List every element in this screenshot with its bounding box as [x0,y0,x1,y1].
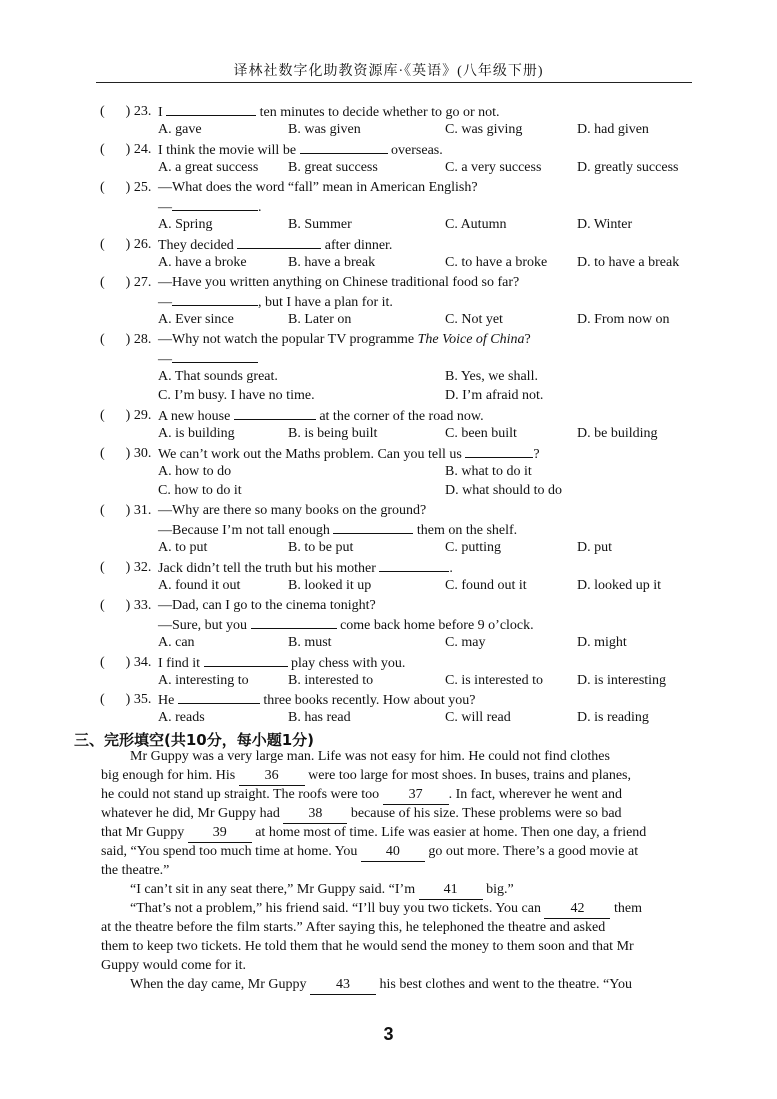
option-c[interactable]: C. may [445,635,486,650]
question-stem [158,502,426,520]
page-number: 3 [383,1024,394,1044]
section-title: 三、完形填空(共10分，每小题1分) [74,731,315,749]
passage-text: at home most of time. Life was easier at home. Then one day, a friend [255,825,647,840]
passage-text: at the theatre before the film starts.” After saying this, he telephoned the theatre and asked [101,920,606,935]
answer-bracket[interactable]: ( ) [100,655,134,670]
answer-blank[interactable] [379,559,449,572]
option-b[interactable]: B. looked it up [288,578,372,593]
option-d[interactable]: D. to have a break [577,255,680,270]
question-stem [158,407,484,426]
blank-43[interactable]: 43 [310,976,376,995]
option-b[interactable]: B. what to do it [445,464,532,479]
option-b[interactable]: B. is being built [288,426,378,441]
blank-38[interactable]: 38 [283,805,347,824]
question-stem-line2 [158,616,534,635]
blank-40[interactable]: 40 [361,843,425,862]
question-stem-line2 [158,521,517,540]
passage-text: his best clothes and went to the theatre. “You [379,977,632,992]
option-a[interactable]: A. a great success [158,160,259,175]
passage-line [101,957,246,975]
passage-text: Mr Guppy was a very large man. Life was not easy for him. He could not find clothes [130,749,610,764]
question-number [100,331,151,349]
passage-line [101,786,622,805]
option-c[interactable]: C. is interested to [445,673,543,688]
option-a[interactable]: A. found it out [158,578,241,593]
option-d[interactable]: D. greatly success [577,160,679,175]
question-num-label: 33. [133,598,152,613]
option-a[interactable]: A. That sounds great. [158,369,278,384]
option-c[interactable]: C. Autumn [445,217,507,232]
passage-line [130,976,632,995]
question-stem [158,141,443,160]
stem-text: I [158,105,163,120]
answer-bracket[interactable]: ( ) [100,332,134,347]
stem-text: —Because I’m not tall enough [158,523,330,538]
question-num-label: 30. [133,446,152,461]
question-number [100,691,151,709]
question-num-label: 23. [133,104,152,119]
blank-36[interactable]: 36 [239,767,305,786]
option-d[interactable]: D. looked up it [577,578,661,593]
page-header: 译林社数字化助教资源库·《英语》(八年级下册) [233,64,544,79]
passage-text: go out more. There’s a good movie at [428,844,639,859]
answer-blank[interactable] [172,293,258,306]
question-number [100,597,151,615]
stem-text: —Have you written anything on Chinese traditional food so far? [158,275,520,290]
passage-line [101,824,646,843]
passage-line [130,900,642,919]
answer-blank[interactable] [333,521,413,534]
answer-bracket[interactable]: ( ) [100,142,134,157]
blank-37[interactable]: 37 [383,786,449,805]
passage-line [101,843,638,862]
option-a[interactable]: A. have a broke [158,255,247,270]
option-a[interactable]: A. how to do [158,464,232,479]
answer-bracket[interactable]: ( ) [100,275,134,290]
question-num-label: 26. [133,237,152,252]
passage-text: because of his size. These problems were so bad [350,806,622,821]
answer-blank[interactable] [172,198,258,211]
option-d[interactable]: D. what should to do [445,483,563,498]
question-stem [158,236,392,255]
stem-text: ? [533,447,540,462]
question-stem [158,654,405,673]
option-b[interactable]: B. have a break [288,255,376,270]
question-stem [158,103,500,122]
question-number [100,179,151,197]
stem-text: them on the shelf. [416,523,518,538]
option-b[interactable]: B. must [288,635,332,650]
option-d[interactable]: D. be building [577,426,658,441]
passage-text: were too large for most shoes. In buses, trains and planes, [308,768,631,783]
question-number [100,502,151,520]
option-a[interactable]: A. Ever since [158,312,234,327]
option-a[interactable]: A. interesting to [158,673,249,688]
stem-text: —Why are there so many books on the ground? [158,503,427,518]
option-b[interactable]: B. Yes, we shall. [445,369,538,384]
answer-bracket[interactable]: ( ) [100,237,134,252]
stem-text: ? [524,332,531,347]
option-c[interactable]: C. to have a broke [445,255,548,270]
programme-title: The Voice of China [417,332,525,347]
answer-blank[interactable] [300,141,388,154]
question-stem-line2: — . [158,200,262,215]
passage-line [130,748,610,766]
question-stem [158,331,531,349]
passage-text: them to keep two tickets. He told them that he would send the money to them soon and that Mr [101,939,634,954]
stem-text: ten minutes to decide whether to go or not. [259,105,500,120]
answer-bracket[interactable]: ( ) [100,180,134,195]
stem-text: We can’t work out the Maths problem. Can you tell us [158,447,462,462]
option-c[interactable]: C. putting [445,540,502,555]
passage-text: “That’s not a problem,” his friend said. “I’ll buy you two tickets. You can [130,901,541,916]
stem-text: three books recently. How about you? [263,693,476,708]
stem-text: . [449,561,453,576]
answer-bracket[interactable]: ( ) [100,408,134,423]
stem-text: He [158,693,175,708]
option-a[interactable]: A. can [158,635,195,650]
passage-line [101,862,169,880]
stem-text: play chess with you. [291,656,406,671]
answer-bracket[interactable]: ( ) [100,598,134,613]
question-stem [158,559,453,578]
passage-text: them [613,901,642,916]
answer-bracket[interactable]: ( ) [100,560,134,575]
passage-text: big.” [486,882,514,897]
question-num-label: 31. [133,503,152,518]
passage-text: big enough for him. His [101,768,236,783]
option-c[interactable]: C. will read [445,710,511,725]
passage-text: said, “You spend too much time at home. You [101,844,358,859]
option-c[interactable]: C. a very success [445,160,542,175]
answer-blank[interactable] [178,691,260,704]
question-num-label: 35. [133,692,152,707]
passage-line [101,767,631,786]
passage-text: . In fact, wherever he went and [448,787,622,802]
question-number [100,236,151,254]
passage-line [101,938,634,956]
stem-text: I find it [158,656,200,671]
answer-blank[interactable] [465,445,533,458]
option-c[interactable]: C. I’m busy. I have no time. [158,388,315,403]
question-num-label: 34. [133,655,152,670]
answer-blank[interactable] [166,103,256,116]
header-rule [96,82,692,83]
option-d[interactable]: D. had given [577,122,649,137]
option-b[interactable]: B. was given [288,122,361,137]
option-b[interactable]: B. interested to [288,673,374,688]
question-stem [158,274,519,292]
passage-line [101,919,605,937]
option-b[interactable]: B. has read [288,710,351,725]
question-num-label: 27. [133,275,152,290]
option-b[interactable]: B. Later on [288,312,352,327]
question-num-label: 25. [133,180,152,195]
question-number [100,103,151,121]
stem-text: —What does the word “fall” mean in American English? [158,180,478,195]
answer-bracket[interactable]: ( ) [100,503,134,518]
option-b[interactable]: B. Summer [288,217,352,232]
passage-text: When the day came, Mr Guppy [130,977,307,992]
question-stem [158,445,540,464]
question-num-label: 29. [133,408,152,423]
option-b[interactable]: B. to be put [288,540,354,555]
option-a[interactable]: A. gave [158,122,202,137]
stem-text: —Dad, can I go to the cinema tonight? [158,598,376,613]
blank-42[interactable]: 42 [544,900,610,919]
answer-bracket[interactable]: ( ) [100,446,134,461]
option-d[interactable]: D. might [577,635,627,650]
stem-text: , but I have a plan for it. [258,295,393,310]
question-number [100,559,151,577]
option-c[interactable]: C. was giving [445,122,523,137]
question-num-label: 28. [133,332,152,347]
question-num-label: 32. [133,560,152,575]
question-number [100,274,151,292]
option-d[interactable]: D. is interesting [577,673,667,688]
passage-text: he could not stand up straight. The roofs were too [101,787,380,802]
passage-text: whatever he did, Mr Guppy had [101,806,280,821]
question-number [100,445,151,463]
stem-text: after dinner. [324,238,393,253]
blank-39[interactable]: 39 [188,824,252,843]
option-a[interactable]: A. to put [158,540,208,555]
passage-text: that Mr Guppy [101,825,185,840]
answer-bracket[interactable]: ( ) [100,104,134,119]
question-stem-line2: — , but I have a plan for it. [158,295,393,310]
option-d[interactable]: D. I’m afraid not. [445,388,544,403]
question-number [100,654,151,672]
stem-text: overseas. [391,143,443,158]
stem-text: come back home before 9 o’clock. [340,618,534,633]
option-d[interactable]: D. put [577,540,612,555]
passage-line [130,881,514,900]
option-c[interactable]: C. Not yet [445,312,503,327]
stem-text: Jack didn’t tell the truth but his mother [158,561,376,576]
option-d[interactable]: D. From now on [577,312,670,327]
question-number [100,141,151,159]
passage-text: the theatre.” [101,863,170,878]
question-stem [158,691,475,710]
question-number [100,407,151,425]
stem-text: I think the movie will be [158,143,297,158]
blank-41[interactable]: 41 [419,881,483,900]
option-d[interactable]: D. Winter [577,217,633,232]
stem-text: —Sure, but you [158,618,248,633]
answer-blank[interactable] [172,350,258,363]
option-d[interactable]: D. is reading [577,710,649,725]
option-b[interactable]: B. great success [288,160,378,175]
answer-blank[interactable] [251,616,337,629]
passage-line [101,805,622,824]
answer-blank[interactable] [237,236,321,249]
option-c[interactable]: C. how to do it [158,483,242,498]
question-stem [158,597,376,615]
answer-blank[interactable] [204,654,288,667]
question-stem-line2: — [158,350,258,369]
answer-bracket[interactable]: ( ) [100,692,134,707]
passage-text: “I can’t sit in any seat there,” Mr Guppy said. “I’m [130,882,416,897]
question-stem [158,179,478,197]
option-c[interactable]: C. found out it [445,578,527,593]
stem-text: A new house [158,409,231,424]
stem-text: They decided [158,238,234,253]
stem-text: at the corner of the road now. [319,409,484,424]
option-a[interactable]: A. is building [158,426,235,441]
option-a[interactable]: A. Spring [158,217,213,232]
answer-blank[interactable] [234,407,316,420]
question-num-label: 24. [133,142,152,157]
option-c[interactable]: C. been built [445,426,517,441]
option-a[interactable]: A. reads [158,710,205,725]
stem-text: —Why not watch the popular TV programme [158,332,415,347]
passage-text: Guppy would come for it. [101,958,247,973]
